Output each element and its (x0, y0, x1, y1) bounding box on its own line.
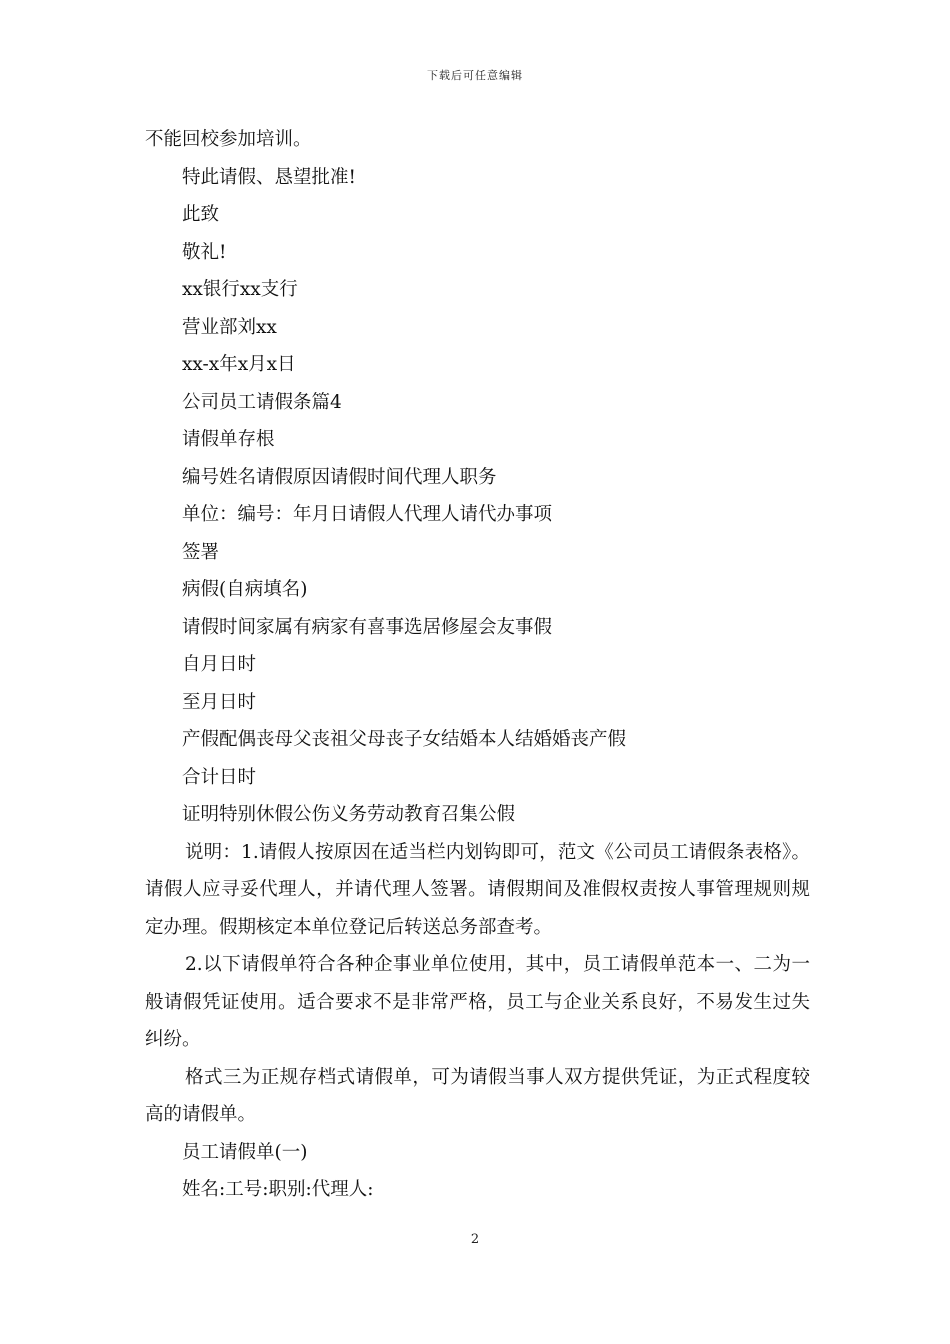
text-line: 产假配偶丧母父丧祖父母丧子女结婚本人结婚婚丧产假 (182, 729, 627, 750)
page-header: 下载后可任意编辑 (427, 69, 523, 82)
text-line: 特此请假、恳望批准! (182, 166, 356, 188)
text-line: 姓名:工号:职别:代理人: (182, 1179, 374, 1200)
text-line: 请假单存根 (182, 429, 275, 450)
text-line: xx-x年x月x日 (182, 354, 296, 375)
paragraph: 格式三为正规存档式请假单，可为请假当事人双方提供凭证，为正式程度较高的请假单。 (145, 1066, 810, 1125)
section-title: 公司员工请假条篇4 (182, 391, 342, 413)
document-body (145, 121, 810, 1209)
paragraph: 说明：1.请假人按原因在适当栏内划钩即可，范文《公司员工请假条表格》。请假人应寻妥代理人，并请代理人签署。请假期间及准假权责按人事管理规则规定办理。假期核定本单位登记后转送总务部查考。 (145, 841, 810, 938)
text-line: 编号姓名请假原因请假时间代理人职务 (182, 466, 497, 488)
text-line: 单位：编号：年月日请假人代理人请代办事项 (182, 504, 553, 525)
text-line: 自月日时 (182, 654, 257, 675)
text-line: 此致 (182, 204, 220, 225)
text-line: 营业部刘xx (182, 316, 277, 338)
paragraph: 2.以下请假单符合各种企事业单位使用，其中，员工请假单范本一、二为一般请假凭证使用。适合要求不是非常严格，员工与企业关系良好，不易发生过失纠纷。 (145, 954, 810, 1050)
text-line: 请假时间家属有病家有喜事选居修屋会友事假 (182, 616, 553, 638)
text-line: 至月日时 (182, 691, 257, 713)
text-line: 病假(自病填名) (182, 579, 308, 600)
page-number: 2 (470, 1232, 480, 1247)
text-line: 签署 (182, 541, 220, 563)
text-line: xx银行xx支行 (182, 279, 298, 300)
text-line: 员工请假单(一) (182, 1141, 308, 1163)
text-line: 合计日时 (182, 766, 257, 788)
text-line: 证明特别休假公伤义务劳动教育召集公假 (182, 804, 516, 825)
text-line: 敬礼! (182, 241, 227, 263)
text-line: 不能回校参加培训。 (145, 129, 312, 150)
